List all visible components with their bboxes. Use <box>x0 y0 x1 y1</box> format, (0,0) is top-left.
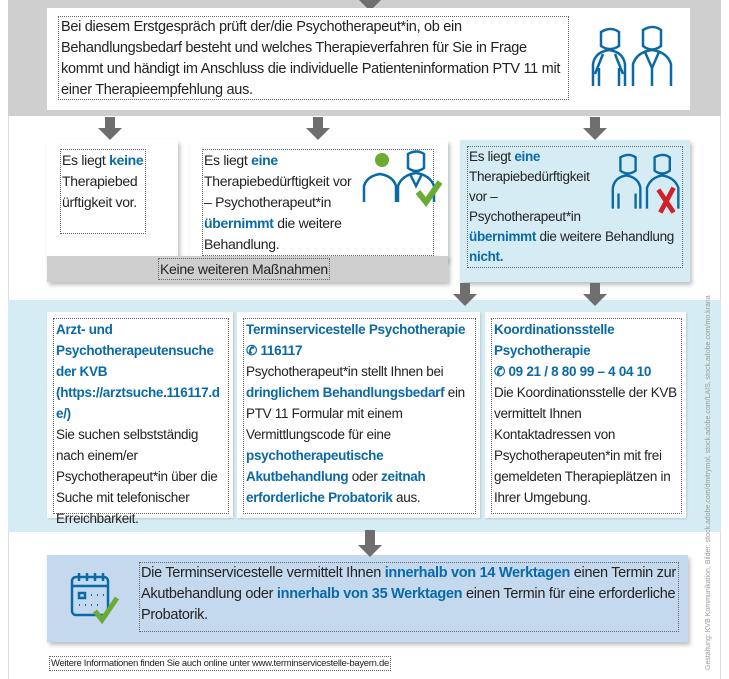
service-description: Psychotherapeut*in stellt Ihnen bei dringlichem Behandlungsbedarf ein PTV 11 Formular mit einem Vermittlungscode für eine psychotherapeutische Akutbehandlung oder zeitnah erforderliche Probatorik aus. <box>246 364 465 505</box>
outcome-accepted <box>190 140 448 260</box>
phone-icon: ✆ <box>494 364 509 379</box>
outcome-no-need <box>47 140 178 260</box>
service-title: Koordinationsstelle Psychotherapie <box>494 322 615 358</box>
therapist-patient-icon <box>587 24 677 89</box>
service-phone[interactable]: ✆ 116117 <box>246 343 303 358</box>
intro-text: Bei diesem Erstgespräch prüft der/die Psychotherapeut*in, ob ein Behandlungsbedarf besteht und welches Therapieverfahren für Sie in Frage kommt und händigt im Anschluss die individuelle Patienteninformation PTV 11 mit einer Therapieempfehlung aus. <box>58 16 569 100</box>
intro-box <box>47 8 690 110</box>
result-text: Die Terminservicestelle vermittelt Ihnen innerhalb von 14 Werktagen einen Termin zur Akutbehandlung oder innerhalb von 35 Werktagen einen Termin für eine erforderliche Probatorik. <box>139 562 679 632</box>
calendar-check-icon <box>69 569 127 627</box>
service-card-arztsuche <box>47 312 233 526</box>
phone-icon: ✆ <box>246 343 261 358</box>
outcome-text: Es liegt keine Therapiebedürftigkeit vor. <box>60 149 146 234</box>
outcome-declined <box>460 140 690 282</box>
service-title-link[interactable]: Arzt- und Psychotherapeutensuche der KVB (https://arztsuche.116117.de/) <box>56 322 220 421</box>
no-action-bar <box>47 256 448 282</box>
service-card-koordinationsstelle <box>485 312 686 518</box>
therapist-accepts-icon <box>362 150 444 212</box>
outcome-text: Es liegt eine Therapiebedürftigkeit vor – Psychotherapeut*in übernimmt die weitere Behandlung nicht. <box>467 146 683 268</box>
service-title: Terminservicestelle Psychotherapie <box>246 322 466 337</box>
result-box <box>47 555 688 642</box>
no-action-label: Keine weiteren Maßnahmen <box>158 258 330 280</box>
service-text <box>243 318 476 514</box>
image-credit: Gestaltung: KVB Kommunikation, Bilder: stock.adobe.com/dmitrymol, stock.adobe.com/LAIS, stock.adobe.com/mo.krana <box>705 295 712 670</box>
service-card-terminservicestelle <box>237 312 480 518</box>
therapist-declines-icon <box>609 152 685 214</box>
service-text <box>491 318 682 514</box>
service-phone[interactable]: ✆ 09 21 / 8 80 99 – 4 04 10 <box>494 364 652 379</box>
footer-info-link[interactable]: Weitere Informationen finden Sie auch online unter www.terminservicestelle-bayern.de <box>51 658 389 669</box>
service-description: Die Koordinationsstelle der KVB vermittelt Ihnen Kontaktadressen von Psychotherapeuten*in mit frei gemeldeten Therapieplätzen in Ihrer Umgebung. <box>494 385 677 505</box>
outcome-text: Es liegt eine Therapiebedürftigkeit vor – Psychotherapeut*in übernimmt die weitere Behandlung. <box>202 149 434 256</box>
service-text <box>53 318 229 526</box>
service-description: Sie suchen selbstständig nach einem/er Psychotherapeut*in über die Suche mit telefonischer Erreichbarkeit. <box>56 427 218 526</box>
